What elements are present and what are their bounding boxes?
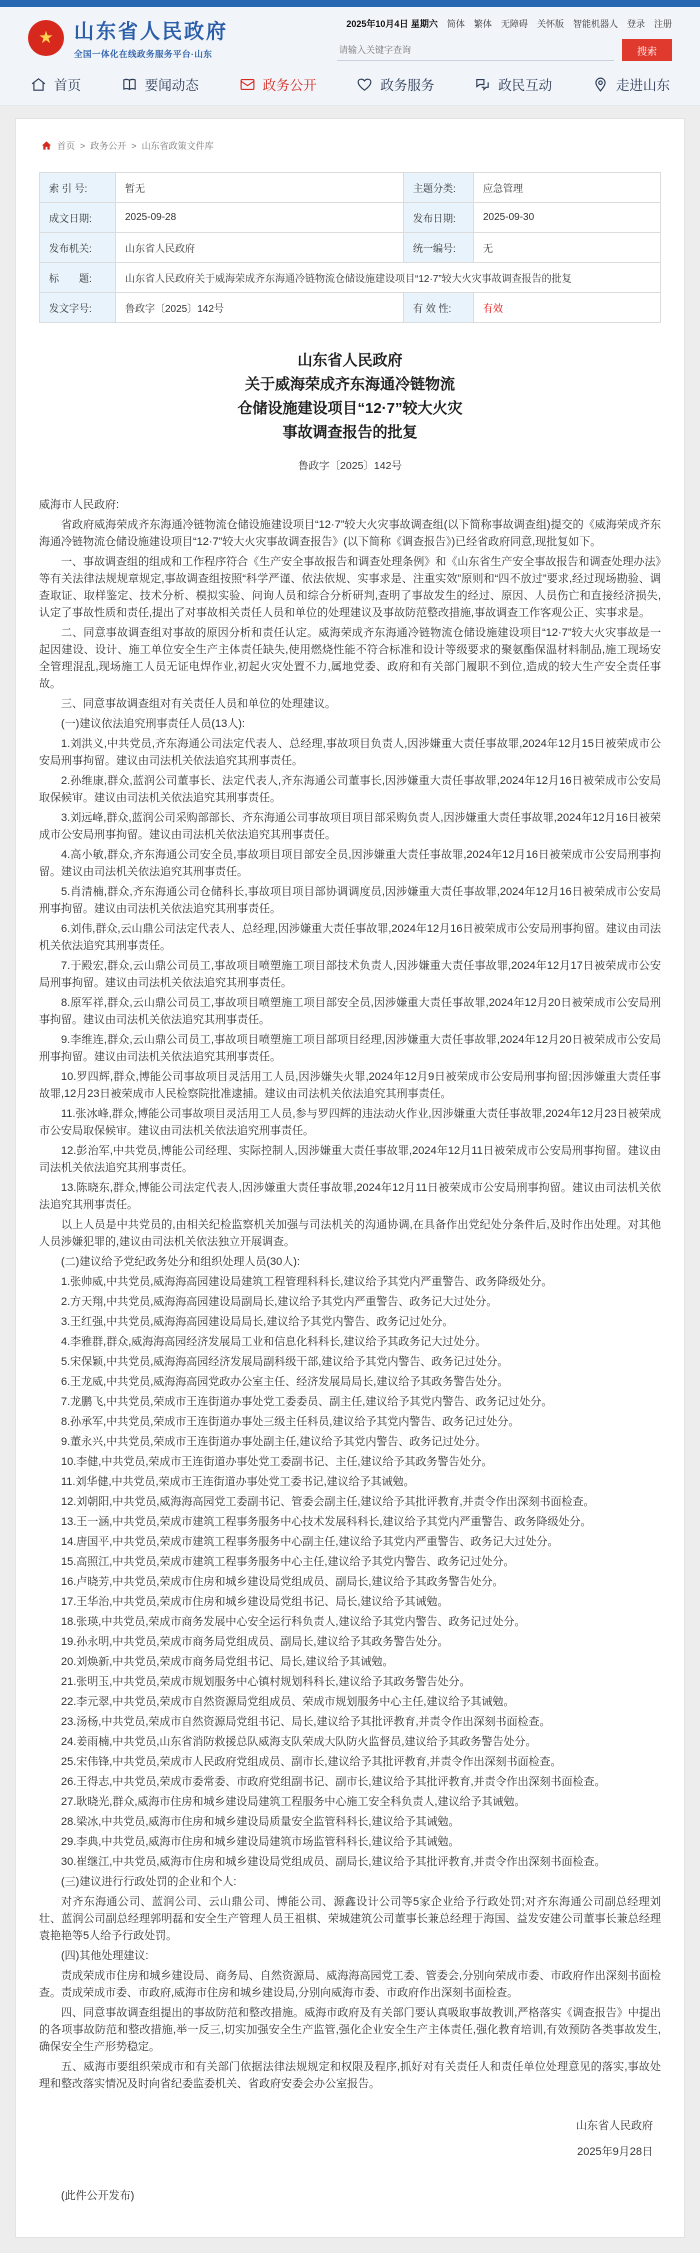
search-button[interactable]: 搜索 xyxy=(622,39,672,61)
page-background xyxy=(0,106,700,2253)
utility-link[interactable]: 繁体 xyxy=(473,19,492,29)
site-header xyxy=(0,7,700,65)
doc-paragraph: 25.宋伟锋,中共党员,荣成市人民政府党组成员、副市长,建议给予其批评教育,并责令作出深刻书面检查。 xyxy=(61,1756,562,1768)
document-title-line: 仓储设施建设项目“12·7”较大火灾 xyxy=(237,400,463,417)
table-row xyxy=(40,233,661,263)
doc-paragraph: 2.孙维康,群众,蓝润公司董事长、法定代表人,齐东海通公司董事长,因涉嫌重大责任事故罪,2024年12月16日被荣成市公安局取保候审。建议由司法机关依法追究其刑事责任。 xyxy=(39,775,661,804)
salutation: 威海市人民政府: xyxy=(39,499,120,511)
doc-paragraph: 22.李元翠,中共党员,荣成市自然资源局党组成员、荣成市规划服务中心主任,建议给予其诫勉。 xyxy=(61,1696,515,1708)
national-emblem-icon: ★ xyxy=(28,20,64,56)
utility-link[interactable]: 登录 xyxy=(626,19,645,29)
meta-value: 暂无 xyxy=(116,173,404,203)
interaction-icon xyxy=(474,76,491,93)
nav-label: 首页 xyxy=(54,78,81,93)
meta-label: 索 引 号: xyxy=(40,173,116,203)
table-row xyxy=(40,263,661,293)
meta-label: 发布日期: xyxy=(404,203,474,233)
doc-paragraph: 13.陈晓东,群众,博能公司法定代表人,因涉嫌重大责任事故罪,2024年12月11日被荣成市公安局刑事拘留。建议由司法机关依法追究其刑事责任。 xyxy=(39,1182,661,1211)
meta-value: 2025-09-30 xyxy=(474,203,661,233)
doc-paragraph: 11.刘华健,中共党员,荣成市王连街道办事处党工委书记,建议给予其诫勉。 xyxy=(61,1476,415,1488)
validity-status: 有效 xyxy=(474,293,661,323)
meta-value: 应急管理 xyxy=(474,173,661,203)
doc-paragraph: 7.龙鹏飞,中共党员,荣成市王连街道办事处党工委委员、副主任,建议给予其党内警告、政务记过处分。 xyxy=(61,1396,553,1408)
meta-label: 主题分类: xyxy=(404,173,474,203)
doc-paragraph: 2.方天翔,中共党员,威海海高园建设局副局长,建议给予其党内严重警告、政务记大过处分。 xyxy=(61,1296,498,1308)
nav-item-shandong[interactable] xyxy=(592,74,670,94)
doc-paragraph: 4.李雅群,群众,威海海高园经济发展局工业和信息化科科长,建议给予其政务记大过处分。 xyxy=(61,1336,487,1348)
doc-paragraph: 11.张冰峰,群众,博能公司事故项目灵活用工人员,参与罗四辉的违法动火作业,因涉嫌重大责任事故罪,2024年12月23日被荣成市公安局取保候审。建议由司法机关依法追究刑事责任。 xyxy=(39,1108,661,1137)
disclosure-icon xyxy=(239,76,256,93)
utility-link[interactable]: 简体 xyxy=(446,19,465,29)
doc-paragraph: 省政府威海荣成齐东海通冷链物流仓储设施建设项目“12·7”较大火灾事故调查组(以下简称事故调查组)提交的《威海荣成齐东海通冷链物流仓储设施建设项目“12·7”较大火灾事故调查报告》(以下简称《调查报告》)已经省政府同意,现批复如下。 xyxy=(39,519,661,548)
doc-paragraph: 6.王龙威,中共党员,威海海高园党政办公室主任、经济发展局局长,建议给予其政务警告处分。 xyxy=(61,1376,509,1388)
paragraph-list xyxy=(39,517,661,2093)
doc-paragraph: 8.原军祥,群众,云山鼎公司员工,事故项目喷塑施工项目部安全员,因涉嫌重大责任事故罪,2024年12月20日被荣成市公安局刑事拘留。建议由司法机关依法追究其刑事责任。 xyxy=(39,997,661,1026)
news-icon xyxy=(121,76,138,93)
doc-paragraph: 18.张瑛,中共党员,荣成市商务发展中心安全运行科负责人,建议给予其党内警告、政务记过处分。 xyxy=(61,1616,526,1628)
meta-label: 统一编号: xyxy=(404,233,474,263)
document-title-line: 山东省人民政府 xyxy=(297,352,403,369)
search-input[interactable] xyxy=(337,40,614,61)
meta-label: 发布机关: xyxy=(40,233,116,263)
doc-paragraph: 五、威海市要组织荣成市和有关部门依据法律法规规定和权限及程序,抓好对有关责任人和责任单位处理意见的落实,事故处理和整改落实情况及时向省纪委监委机关、省政府安委会办公室报告。 xyxy=(39,2061,661,2090)
doc-paragraph: 以上人员是中共党员的,由相关纪检监察机关加强与司法机关的沟通协调,在具备作出党纪处分条件后,及时作出处理。对其他人员涉嫌犯罪的,建议由司法机关依法独立开展调查。 xyxy=(39,1219,661,1248)
table-row xyxy=(40,293,661,323)
doc-paragraph: 21.张明玉,中共党员,荣成市规划服务中心镇村规划科科长,建议给予其政务警告处分。 xyxy=(61,1676,471,1688)
table-row xyxy=(40,203,661,233)
top-blue-bar xyxy=(0,0,700,7)
breadcrumb-item-disclosure[interactable]: 政务公开 xyxy=(90,141,127,151)
doc-paragraph: 4.高小敏,群众,齐东海通公司安全员,事故项目项目部安全员,因涉嫌重大责任事故罪,2024年12月16日被荣成市公安局刑事拘留。建议由司法机关依法追究其刑事责任。 xyxy=(39,849,661,878)
nav-item-interaction[interactable] xyxy=(474,74,552,94)
service-icon xyxy=(356,76,373,93)
nav-label: 走进山东 xyxy=(615,78,670,93)
doc-paragraph: 12.刘朝阳,中共党员,威海海高园党工委副书记、管委会副主任,建议给予其批评教育,并责令作出深刻书面检查。 xyxy=(61,1496,595,1508)
doc-paragraph: 5.肖清楠,群众,齐东海通公司仓储科长,事故项目项目部协调调度员,因涉嫌重大责任事故罪,2024年12月16日被荣成市公安局刑事拘留。建议由司法机关依法追究其刑事责任。 xyxy=(39,886,661,915)
doc-paragraph: 9.李维连,群众,云山鼎公司员工,事故项目喷塑施工项目部项目经理,因涉嫌重大责任事故罪,2024年12月20日被荣成市公安局刑事拘留。建议由司法机关依法追究其刑事责任。 xyxy=(39,1034,661,1063)
meta-value: 鲁政字〔2025〕142号 xyxy=(116,293,404,323)
doc-paragraph: (四)其他处理建议: xyxy=(61,1950,149,1962)
site-logo[interactable] xyxy=(28,15,228,60)
breadcrumb xyxy=(41,139,661,152)
doc-paragraph: 1.刘洪义,中共党员,齐东海通公司法定代表人、总经理,事故项目负责人,因涉嫌重大责任事故罪,2024年12月15日被荣成市公安局刑事拘留。建议由司法机关依法追究其刑事责任。 xyxy=(39,738,661,767)
doc-paragraph: 3.王红强,中共党员,威海海高园建设局局长,建议给予其党内警告、政务记过处分。 xyxy=(61,1316,454,1328)
meta-value: 无 xyxy=(474,233,661,263)
doc-paragraph: 29.李典,中共党员,威海市住房和城乡建设局建筑市场监管科科长,建议给予其诫勉。 xyxy=(61,1836,460,1848)
doc-paragraph: 19.孙永明,中共党员,荣成市商务局党组成员、副局长,建议给予其政务警告处分。 xyxy=(61,1636,449,1648)
site-title: 山东省人民政府 xyxy=(74,21,228,43)
doc-paragraph: 26.王得志,中共党员,荣成市委常委、市政府党组副书记、副市长,建议给予其批评教育,并责令作出深刻书面检查。 xyxy=(61,1776,606,1788)
doc-paragraph: 3.刘远峰,群众,蓝润公司采购部部长、齐东海通公司事故项目项目部采购负责人,因涉嫌重大责任事故罪,2024年12月16日被荣成市公安局刑事拘留。建议由司法机关依法追究其刑事责任。 xyxy=(39,812,661,841)
doc-paragraph: 三、同意事故调查组对有关责任人员和单位的处理建议。 xyxy=(61,698,336,710)
home-icon xyxy=(30,76,47,93)
signature-date: 2025年9月28日 xyxy=(577,2146,653,2158)
signature-block xyxy=(39,2117,661,2159)
publication-note: (此件公开发布) xyxy=(61,2190,135,2202)
meta-label: 标 题: xyxy=(40,263,116,293)
utility-row xyxy=(337,17,672,30)
nav-label: 政民互动 xyxy=(498,78,553,93)
document-body xyxy=(39,497,661,2093)
nav-label: 政务公开 xyxy=(262,78,317,93)
header-date: 2025年10月4日 星期六 xyxy=(346,19,438,29)
doc-paragraph: 24.姜雨楠,中共党员,山东省消防救援总队威海支队荣成大队防火监督员,建议给予其政务警告处分。 xyxy=(61,1736,537,1748)
doc-paragraph: 23.汤杨,中共党员,荣成市自然资源局党组书记、局长,建议给予其批评教育,并责令作出深刻书面检查。 xyxy=(61,1716,551,1728)
doc-paragraph: 一、事故调查组的组成和工作程序符合《生产安全事故报告和调查处理条例》和《山东省生产安全事故报告和调查处理办法》等有关法律法规规章规定,事故调查组按照“科学严谨、依法依规、实事求是、注重实效”原则和“四不放过”要求,经过现场勘验、调查取证、取样鉴定、技术分析、模拟实验、问询人员和综合分析研判,查明了事故发生的经过、原因、人员伤亡和直接经济损失,认定了事故性质和责任,提出了对事故相关责任人员和单位的处理建议及事故防范整改措施,事故调查工作客观公正、实事求是。 xyxy=(39,556,661,619)
doc-paragraph: 5.宋保颖,中共党员,威海海高园经济发展局副科级干部,建议给予其党内警告、政务记过处分。 xyxy=(61,1356,509,1368)
breadcrumb-item-current: 山东省政策文件库 xyxy=(141,141,214,151)
doc-paragraph: 14.唐国平,中共党员,荣成市建筑工程事务服务中心副主任,建议给予其党内严重警告、政务记大过处分。 xyxy=(61,1536,559,1548)
doc-paragraph: (三)建议进行行政处罚的企业和个人: xyxy=(61,1876,237,1888)
doc-paragraph: (一)建议依法追究刑事责任人员(13人): xyxy=(61,718,245,730)
utility-link[interactable]: 无障碍 xyxy=(500,19,528,29)
doc-paragraph: 四、同意事故调查组提出的事故防范和整改措施。威海市政府及有关部门要认真吸取事故教训,严格落实《调查报告》中提出的各项事故防范和整改措施,举一反三,切实加强安全生产监管,强化企业安全生产主体责任,强化教育培训,有效预防各类事故发生,确保安全生产形势稳定。 xyxy=(39,2007,661,2053)
utility-link[interactable]: 注册 xyxy=(653,19,672,29)
meta-title-value: 山东省人民政府关于威海荣成齐东海通冷链物流仓储设施建设项目“12·7”较大火灾事故调查报告的批复 xyxy=(116,263,661,293)
doc-paragraph: 30.崔继江,中共党员,威海市住房和城乡建设局党组成员、副局长,建议给予其批评教育,并责令作出深刻书面检查。 xyxy=(61,1856,606,1868)
main-nav xyxy=(0,65,700,106)
document-title-line: 关于威海荣成齐东海通冷链物流 xyxy=(244,376,455,393)
doc-paragraph: (二)建议给予党纪政务处分和组织处理人员(30人): xyxy=(61,1256,300,1268)
table-row xyxy=(40,173,661,203)
doc-paragraph: 对齐东海通公司、蓝润公司、云山鼎公司、博能公司、源鑫设计公司等5家企业给予行政处罚;对齐东海通公司副总经理刘壮、蓝润公司副总经理郭明磊和安全生产管理人员王祖棋、荣城建筑公司董事长兼总经理于海国、益发安建公司董事长兼总经理袁艳艳等5人给予行政处罚。 xyxy=(39,1896,661,1942)
doc-paragraph: 二、同意事故调查组对事故的原因分析和责任认定。威海荣成齐东海通冷链物流仓储设施建设项目“12·7”较大火灾事故是一起因建设、设计、施工单位安全生产主体责任缺失,使用燃烧性能不符合标准和设计等级要求的聚氨酯保温材料制品,施工现场安全管理混乱,现场施工人员无证电焊作业,初起火灾处置不力,属地党委、政府和有关部门履职不到位,造成的较大生产安全责任事故。 xyxy=(39,627,661,690)
doc-paragraph: 28.梁冰,中共党员,威海市住房和城乡建设局质量安全监管科科长,建议给予其诫勉。 xyxy=(61,1816,460,1828)
breadcrumb-separator: > xyxy=(131,140,137,151)
document-number: 鲁政字〔2025〕142号 xyxy=(298,460,402,472)
nav-label: 政务服务 xyxy=(380,78,435,93)
doc-paragraph: 9.董永兴,中共党员,荣成市王连街道办事处副主任,建议给予其党内警告、政务记过处分。 xyxy=(61,1436,487,1448)
document-title-line: 事故调查报告的批复 xyxy=(282,424,418,441)
utility-link[interactable]: 智能机器人 xyxy=(572,19,618,29)
breadcrumb-item-home[interactable]: 首页 xyxy=(57,141,76,151)
meta-label: 发文字号: xyxy=(40,293,116,323)
doc-paragraph: 10.罗四辉,群众,博能公司事故项目灵活用工人员,因涉嫌失火罪,2024年12月9日被荣成市公安局刑事拘留;因涉嫌重大责任事故罪,12月23日被荣成市人民检察院批准逮捕。建议由司法机关依法追究其刑事责任。 xyxy=(39,1071,661,1100)
nav-item-home[interactable] xyxy=(30,74,81,94)
site-subtitle: 全国一体化在线政务服务平台·山东 xyxy=(74,49,213,59)
doc-paragraph: 13.王一涵,中共党员,荣成市建筑工程事务服务中心技术发展科科长,建议给予其党内严重警告、政务降级处分。 xyxy=(61,1516,592,1528)
doc-paragraph: 1.张帅威,中共党员,威海海高园建设局建筑工程管理科科长,建议给予其党内严重警告、政务降级处分。 xyxy=(61,1276,553,1288)
document-meta-table xyxy=(39,172,661,323)
breadcrumb-separator: > xyxy=(80,140,86,151)
doc-paragraph: 16.卢晓芳,中共党员,荣成市住房和城乡建设局党组成员、副局长,建议给予其政务警告处分。 xyxy=(61,1576,504,1588)
doc-paragraph: 7.于殿宏,群众,云山鼎公司员工,事故项目喷塑施工项目部技术负责人,因涉嫌重大责任事故罪,2024年12月17日被荣成市公安局刑事拘留。建议由司法机关依法追究其刑事责任。 xyxy=(39,960,661,989)
doc-paragraph: 6.刘伟,群众,云山鼎公司法定代表人、总经理,因涉嫌重大责任事故罪,2024年12月16日被荣成市公安局刑事拘留。建议由司法机关依法追究其刑事责任。 xyxy=(39,923,661,952)
nav-item-services[interactable] xyxy=(356,74,434,94)
content-card xyxy=(15,118,685,2238)
doc-paragraph: 8.孙承军,中共党员,荣成市王连街道办事处三级主任科员,建议给予其党内警告、政务记过处分。 xyxy=(61,1416,520,1428)
meta-value: 2025-09-28 xyxy=(116,203,404,233)
doc-paragraph: 17.王华治,中共党员,荣成市住房和城乡建设局党组书记、局长,建议给予其诫勉。 xyxy=(61,1596,449,1608)
document-title xyxy=(39,349,661,445)
utility-links xyxy=(447,17,672,30)
signature-org: 山东省人民政府 xyxy=(576,2120,653,2132)
nav-item-news[interactable] xyxy=(121,74,199,94)
meta-label: 成文日期: xyxy=(40,203,116,233)
doc-paragraph: 责成荣成市住房和城乡建设局、商务局、自然资源局、威海海高园党工委、管委会,分别向荣成市委、市政府作出深刻书面检查。责成荣成市委、市政府,威海市住房和城乡建设局,分别向威海市委、市政府作出深刻书面检查。 xyxy=(39,1970,661,1999)
nav-item-disclosure[interactable] xyxy=(239,74,317,94)
doc-paragraph: 20.刘焕新,中共党员,荣成市商务局党组书记、局长,建议给予其诫勉。 xyxy=(61,1656,394,1668)
doc-paragraph: 10.李健,中共党员,荣成市王连街道办事处党工委副书记、主任,建议给予其政务警告处分。 xyxy=(61,1456,493,1468)
doc-paragraph: 15.高照江,中共党员,荣成市建筑工程事务服务中心主任,建议给予其党内警告、政务记过处分。 xyxy=(61,1556,515,1568)
doc-paragraph: 12.彭治军,中共党员,博能公司经理、实际控制人,因涉嫌重大责任事故罪,2024年12月11日被荣成市公安局刑事拘留。建议由司法机关依法追究其刑事责任。 xyxy=(39,1145,661,1174)
meta-label: 有 效 性: xyxy=(404,293,474,323)
map-pin-icon xyxy=(592,76,609,93)
breadcrumb-home-icon xyxy=(41,140,52,151)
utility-link[interactable]: 关怀版 xyxy=(536,19,564,29)
doc-paragraph: 27.耿晓光,群众,威海市住房和城乡建设局建筑工程服务中心施工安全科负责人,建议给予其诫勉。 xyxy=(61,1796,526,1808)
meta-value: 山东省人民政府 xyxy=(116,233,404,263)
nav-label: 要闻动态 xyxy=(144,78,199,93)
